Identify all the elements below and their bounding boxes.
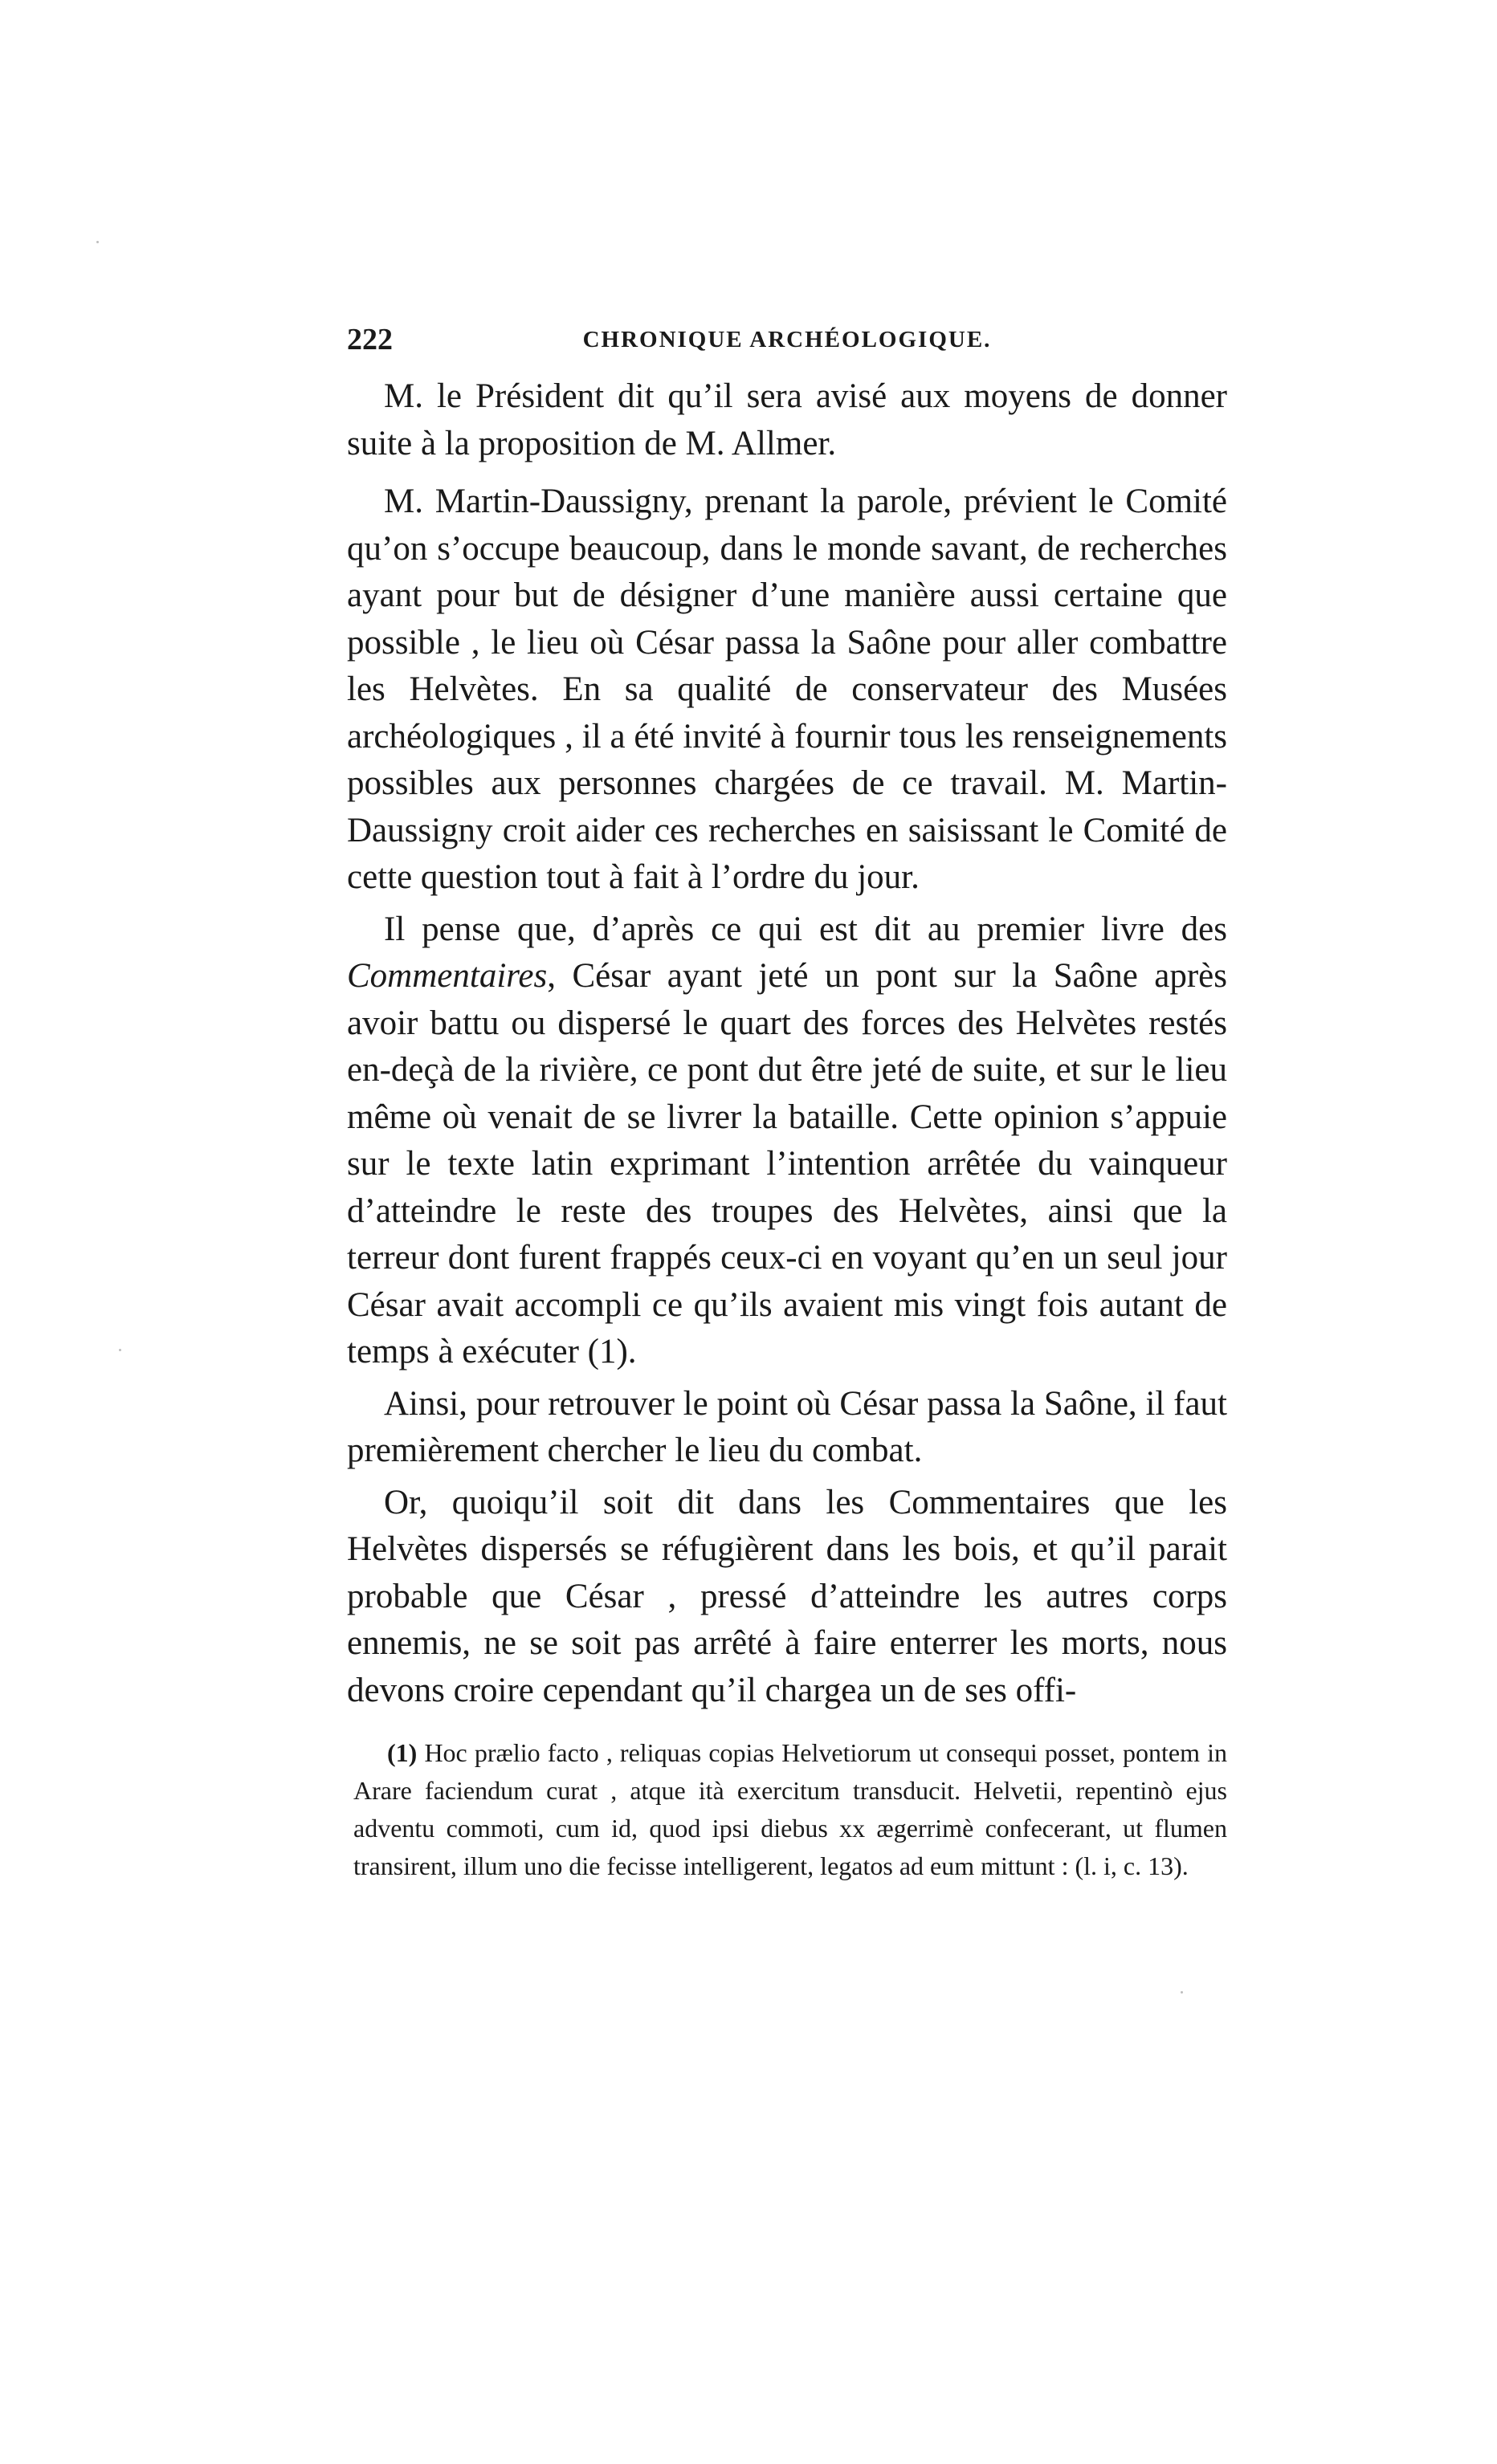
page-header bbox=[347, 320, 1227, 360]
paragraph-commentaires-before: Il pense que, d’après ce qui est dit au premier livre des bbox=[384, 910, 1227, 948]
paper-speck bbox=[96, 241, 99, 243]
footnote-1 bbox=[353, 1734, 1227, 1885]
paragraph-martin-daussigny: M. Martin-Daussigny, prenant la parole, prévient le Comité qu’on s’occupe beaucoup, dans le monde savant, de recherches ayant pour but de désigner d’une manière aussi certaine que possible , le lieu où César passa la Saône pour aller combattre les Helvètes. En sa qualité de conservateur des Musées archéologiques , il a été invité à fournir tous les renseignements possibles aux personnes chargées de ce travail. M. Martin-Daussigny croit aider ces recherches en saisissant le Comité de cette question tout à fait à l’ordre du jour. bbox=[347, 483, 1227, 896]
footnote-marker: (1) bbox=[387, 1738, 418, 1767]
paper-speck bbox=[1181, 1991, 1183, 1994]
paragraph-ainsi: Ainsi, pour retrouver le point où César passa la Saône, il faut premièrement chercher le lieu du combat. bbox=[347, 1384, 1227, 1469]
page-number: 222 bbox=[347, 323, 393, 356]
footnotes bbox=[353, 1734, 1227, 1885]
running-title: CHRONIQUE ARCHÉOLOGIQUE. bbox=[582, 327, 992, 352]
main-text bbox=[347, 373, 1227, 1719]
paragraph-commentaires-after: , César ayant jeté un pont sur la Saône après avoir battu ou dispersé le quart des forces des Helvètes restés en-deçà de la rivière, ce pont dut être jeté de suite, et sur le lieu même où venait de se livrer la bataille. Cette opinion s’appuie sur le texte latin exprimant l’intention arrêtée du vainqueur d’atteindre le reste des troupes des Helvètes, ainsi que la terreur dont furent frappés ceux-ci en voyant qu’en un seul jour César avait accompli ce qu’ils avaient mis vingt fois autant de temps à exécuter (1). bbox=[347, 957, 1227, 1370]
footnote-text: Hoc prælio facto , reliquas copias Helvetiorum ut consequi posset, pontem in Arare faciendum curat , atque ità exercitum transducit. Helvetii, repentinò ejus adventu commoti, cum id, quod ipsi diebus xx ægerrimè confecerant, ut flumen transirent, illum uno die fecisse intelligerent, legatos ad eum mittunt : (l. i, c. 13). bbox=[353, 1738, 1228, 1880]
paragraph-or: Or, quoiqu’il soit dit dans les Commentaires que les Helvètes dispersés se réfugièrent dans les bois, et qu’il parait probable que César , pressé d’atteindre les autres corps ennemis, ne se soit pas arrêté à faire enterrer les morts, nous devons croire cependant qu’il chargea un de ses offi- bbox=[347, 1483, 1227, 1709]
paragraph-commentaires bbox=[347, 906, 1227, 1376]
paper-speck bbox=[119, 1349, 121, 1351]
paragraph-president: M. le Président dit qu’il sera avisé aux moyens de donner suite à la proposition de M. Allmer. bbox=[347, 377, 1227, 462]
commentaires-title: Commentaires bbox=[347, 957, 548, 995]
